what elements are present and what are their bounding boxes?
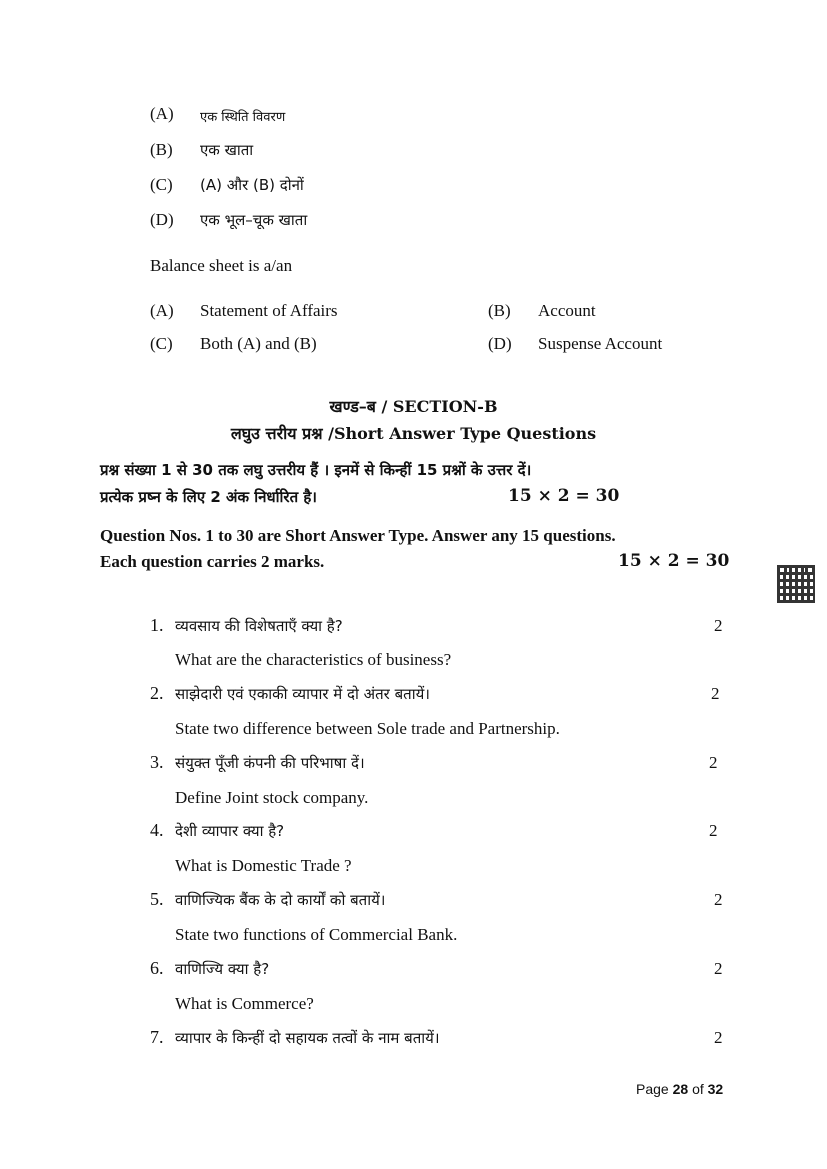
of-word: of xyxy=(692,1081,704,1097)
question-english: State two difference between Sole trade and Partnership. xyxy=(175,719,560,738)
question-number: 5. xyxy=(150,889,164,909)
question-number: 4. xyxy=(150,820,164,840)
option-text: Suspense Account xyxy=(538,334,663,353)
option-label: (A) xyxy=(150,104,174,123)
instruction-hindi-line2: प्रत्येक प्रष्न के लिए 2 अंक निर्धारित है। xyxy=(100,488,317,506)
option-label: (D) xyxy=(488,334,512,353)
question-english: State two functions of Commercial Bank. xyxy=(175,925,458,944)
question-marks: 2 xyxy=(709,821,718,840)
page-word: Page xyxy=(636,1081,669,1097)
question-marks: 2 xyxy=(714,616,723,635)
instruction-english-line2: Each question carries 2 marks. xyxy=(100,552,325,571)
question-marks: 2 xyxy=(711,684,720,703)
option-text: एक स्थिति विवरण xyxy=(200,110,286,125)
page-number: 28 xyxy=(672,1081,689,1097)
section-title: खण्ड–ब / SECTION-B xyxy=(329,397,498,416)
option-label: (C) xyxy=(150,175,173,194)
page-footer xyxy=(636,1081,723,1097)
option-label: (A) xyxy=(150,301,174,320)
option-text: Both (A) and (B) xyxy=(200,334,317,353)
instruction-english-formula: 15 × 2 = 30 xyxy=(618,551,730,571)
instruction-hindi-formula: 15 × 2 = 30 xyxy=(508,486,620,506)
instruction-hindi-line1: प्रश्न संख्या 1 से 30 तक लघु उत्तरीय हैं । इनमें से किन्हीं 15 प्रश्नों के उत्तर दें। xyxy=(100,461,532,479)
question-hindi: व्यवसाय की विशेषताएँ क्या है? xyxy=(175,617,343,635)
question-english: Define Joint stock company. xyxy=(175,788,369,807)
option-text: एक खाता xyxy=(200,141,254,159)
section-subtitle: लघुउ त्तरीय प्रश्न /Short Answer Type Questions xyxy=(230,424,597,443)
question-hindi: वाणिज्यिक बैंक के दो कार्यों को बतायें। xyxy=(175,891,386,909)
question-english: What is Domestic Trade ? xyxy=(175,856,352,875)
page-total: 32 xyxy=(707,1081,724,1097)
option-text: (A) और (B) दोनों xyxy=(200,176,304,194)
option-text: Statement of Affairs xyxy=(200,301,338,320)
question-marks: 2 xyxy=(714,890,723,909)
question-hindi: साझेदारी एवं एकाकी व्यापार में दो अंतर बतायें। xyxy=(175,685,430,703)
question-marks: 2 xyxy=(709,753,718,772)
question-number: 6. xyxy=(150,958,164,978)
question-hindi: वाणिज्यि क्या है? xyxy=(175,960,270,978)
question-hindi: व्यापार के किन्हीं दो सहायक तत्वों के नाम बतायें। xyxy=(175,1029,440,1047)
question-number: 3. xyxy=(150,752,164,772)
question-english: What is Commerce? xyxy=(175,994,314,1013)
question-marks: 2 xyxy=(714,959,723,978)
question-hindi: संयुक्त पूँजी कंपनी की परिभाषा दें। xyxy=(175,754,365,772)
option-text: एक भूल–चूक खाता xyxy=(200,211,308,229)
question-number: 1. xyxy=(150,615,164,635)
qr-code-icon xyxy=(777,565,815,603)
option-label: (B) xyxy=(488,301,511,320)
option-label: (C) xyxy=(150,334,173,353)
question-number: 2. xyxy=(150,683,164,703)
question-english: What are the characteristics of business? xyxy=(175,650,452,669)
english-question: Balance sheet is a/an xyxy=(150,256,293,275)
question-marks: 2 xyxy=(714,1028,723,1047)
instruction-english-line1: Question Nos. 1 to 30 are Short Answer Type. Answer any 15 questions. xyxy=(100,526,616,545)
question-hindi: देशी व्यापार क्या है? xyxy=(175,822,285,840)
option-label: (D) xyxy=(150,210,174,229)
option-label: (B) xyxy=(150,140,173,159)
question-number: 7. xyxy=(150,1027,164,1047)
option-text: Account xyxy=(538,301,596,320)
